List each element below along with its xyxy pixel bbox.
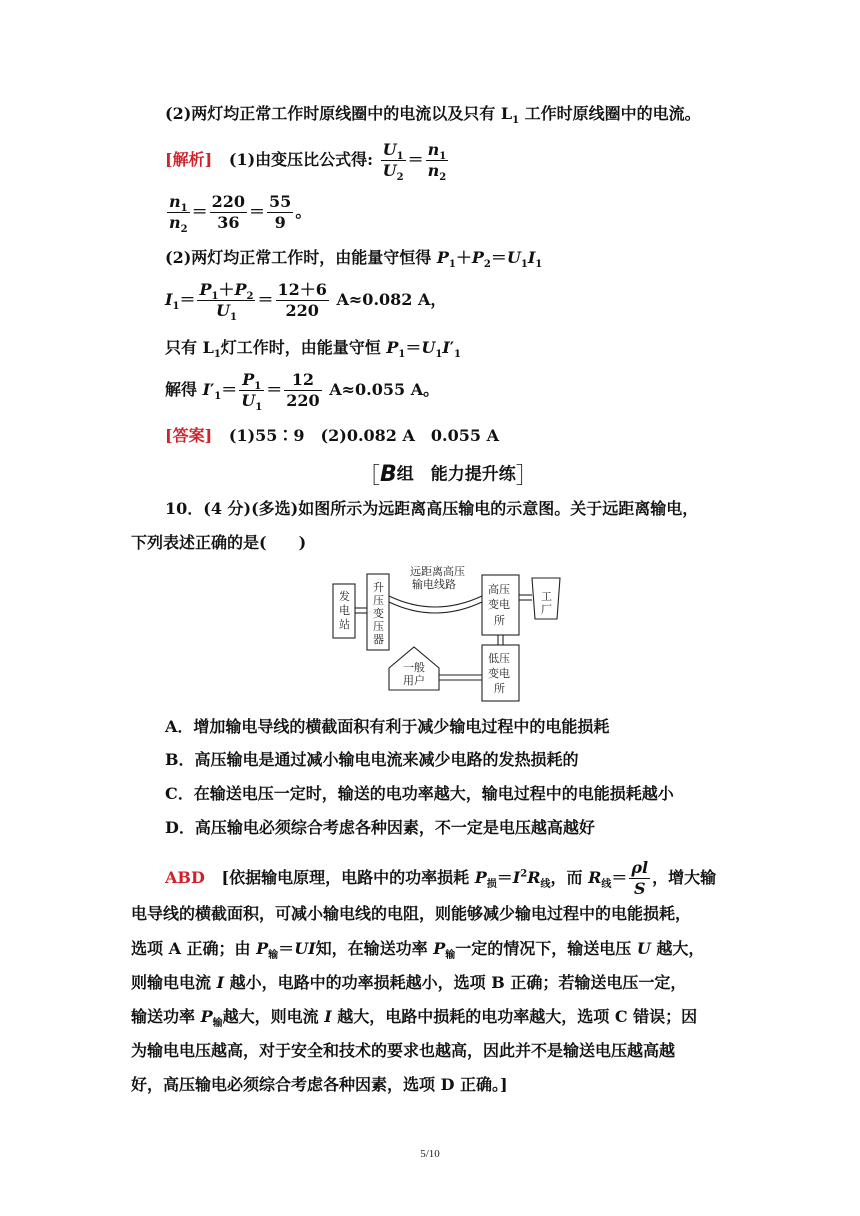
solution-line-2: (2)两灯均正常工作时，由能量守恒得 $P_1+P_2=U_1I_1$	[165, 248, 543, 271]
q10-stem-line1: 10．(4 分)(多选)如图所示为远距离高压输电的示意图。关于远距离输电，	[165, 499, 699, 518]
step-up-label-3: 变	[373, 607, 384, 620]
section-banner: ［B组 能力提升练］	[358, 462, 538, 489]
generator-label-2: 电	[339, 604, 350, 617]
user-label-1: 一般	[403, 661, 425, 674]
generator-label-3: 站	[339, 618, 350, 631]
hv-station-label-3: 所	[494, 614, 505, 627]
user-label-2: 用户	[403, 674, 425, 687]
hv-station-label-2: 变电	[488, 598, 510, 611]
solution-line-i1prime: 解得 $I'_1=$ $\frac{P_1}{U_1}$ ＝ $\frac{12}{220}$ A≈0.055 A。	[165, 370, 440, 414]
explanation-line-7: 好，高压输电必须综合考虑各种因素，选项 D 正确。]	[131, 1075, 508, 1094]
answer-tag: [答案]	[165, 426, 213, 445]
solution-line-ratio: $\frac{n_1}{n_2}$ ＝ $\frac{220}{36}$ ＝ $\frac{55}{9}$ 。	[169, 192, 312, 236]
lv-station-box	[482, 645, 519, 701]
solution-line-i1: $I_1=$ $\frac{P_1+P_2}{U_1}$ ＝ $\frac{12+6}{220}$ A≈0.082 A，	[165, 280, 447, 324]
ratio-u: $\frac{U_1}{U_2}$	[382, 140, 404, 184]
diagram-labels	[339, 564, 552, 695]
explanation-line-1: ABD [依据输电原理，电路中的功率损耗 $P_损=I^2R_线$，而 $R_线=$ $\frac{\rho l}{S}$ ，增大输	[165, 858, 717, 898]
explanation-line-6: 为输电电压越高，对于安全和技术的要求也越高，因此并不是输送电压越高越	[131, 1041, 676, 1060]
answer-line: [答案] (1)55∶9 (2)0.082 A 0.055 A	[165, 426, 499, 445]
generator-label-1: 发	[339, 590, 350, 603]
explanation-line-3: 选项 A 正确；由 $P_输=UI$知，在输送功率 $P_输$一定的情况下，输送电压 U 越大，	[131, 939, 705, 962]
step-up-box	[367, 574, 389, 650]
hv-station-label-1: 高压	[488, 583, 510, 596]
lv-station-label-3: 所	[494, 682, 505, 695]
option-c: C．在输送电压一定时，输送的电功率越大，输电过程中的电能损耗越小	[165, 784, 674, 803]
ratio-n: $\frac{n_1}{n_2}$	[427, 140, 447, 184]
explanation-line-5: 输送功率 $P_输$越大，则电流 I 越大，电路中损耗的电功率越大，选项 C 错误；因	[131, 1007, 698, 1030]
step-up-label-2: 压	[373, 594, 384, 607]
step-up-label-1: 升	[373, 581, 384, 594]
user-house	[389, 647, 439, 690]
explanation-answer: ABD	[165, 868, 205, 887]
option-b: B．高压输电是通过减小输电电流来减少电路的发热损耗的	[165, 750, 579, 769]
solution-line-only-l1: 只有 $L_1$灯工作时，由能量守恒 $P_1=U_1I'_1$	[165, 338, 461, 361]
hv-line-label-2: 输电线路	[412, 578, 456, 591]
factory-label-2: 厂	[541, 603, 552, 616]
factory-shape	[532, 578, 560, 619]
lv-station-label-2: 变电	[488, 667, 510, 680]
page-number: 5/10	[420, 1148, 440, 1160]
explanation-line-4: 则输电电流 I 越小，电路中的功率损耗越小，选项 B 正确；若输送电压一定，	[131, 973, 687, 992]
generator-box	[333, 584, 355, 638]
step-up-label-4: 压	[373, 620, 384, 633]
q10-stem-line2: 下列表述正确的是( )	[131, 533, 307, 552]
option-a: A．增加输电导线的横截面积有利于减少输电过程中的电能损耗	[165, 717, 610, 736]
step-up-label-5: 器	[373, 633, 384, 646]
q9-part2: (2)两灯均正常工作时原线圈中的电流以及只有 $L_1$ 工作时原线圈中的电流。	[165, 104, 701, 127]
option-d: D．高压输电必须综合考虑各种因素，不一定是电压越高越好	[165, 818, 595, 837]
hv-line-label-1: 远距离高压	[410, 565, 465, 578]
hv-station-box	[482, 575, 519, 635]
factory-label-1: 工	[541, 590, 552, 603]
solution-line-1: [解析] (1)由变压比公式得: $\frac{U_1}{U_2}$ ＝ $\frac{n_1}{n_2}$	[165, 140, 447, 184]
lv-station-label-1: 低压	[488, 652, 510, 665]
solution-tag: [解析]	[165, 150, 213, 169]
explanation-line-2: 电导线的横截面积，可减小输电线的电阻，则能够减少输电过程中的电能损耗，	[131, 904, 692, 923]
